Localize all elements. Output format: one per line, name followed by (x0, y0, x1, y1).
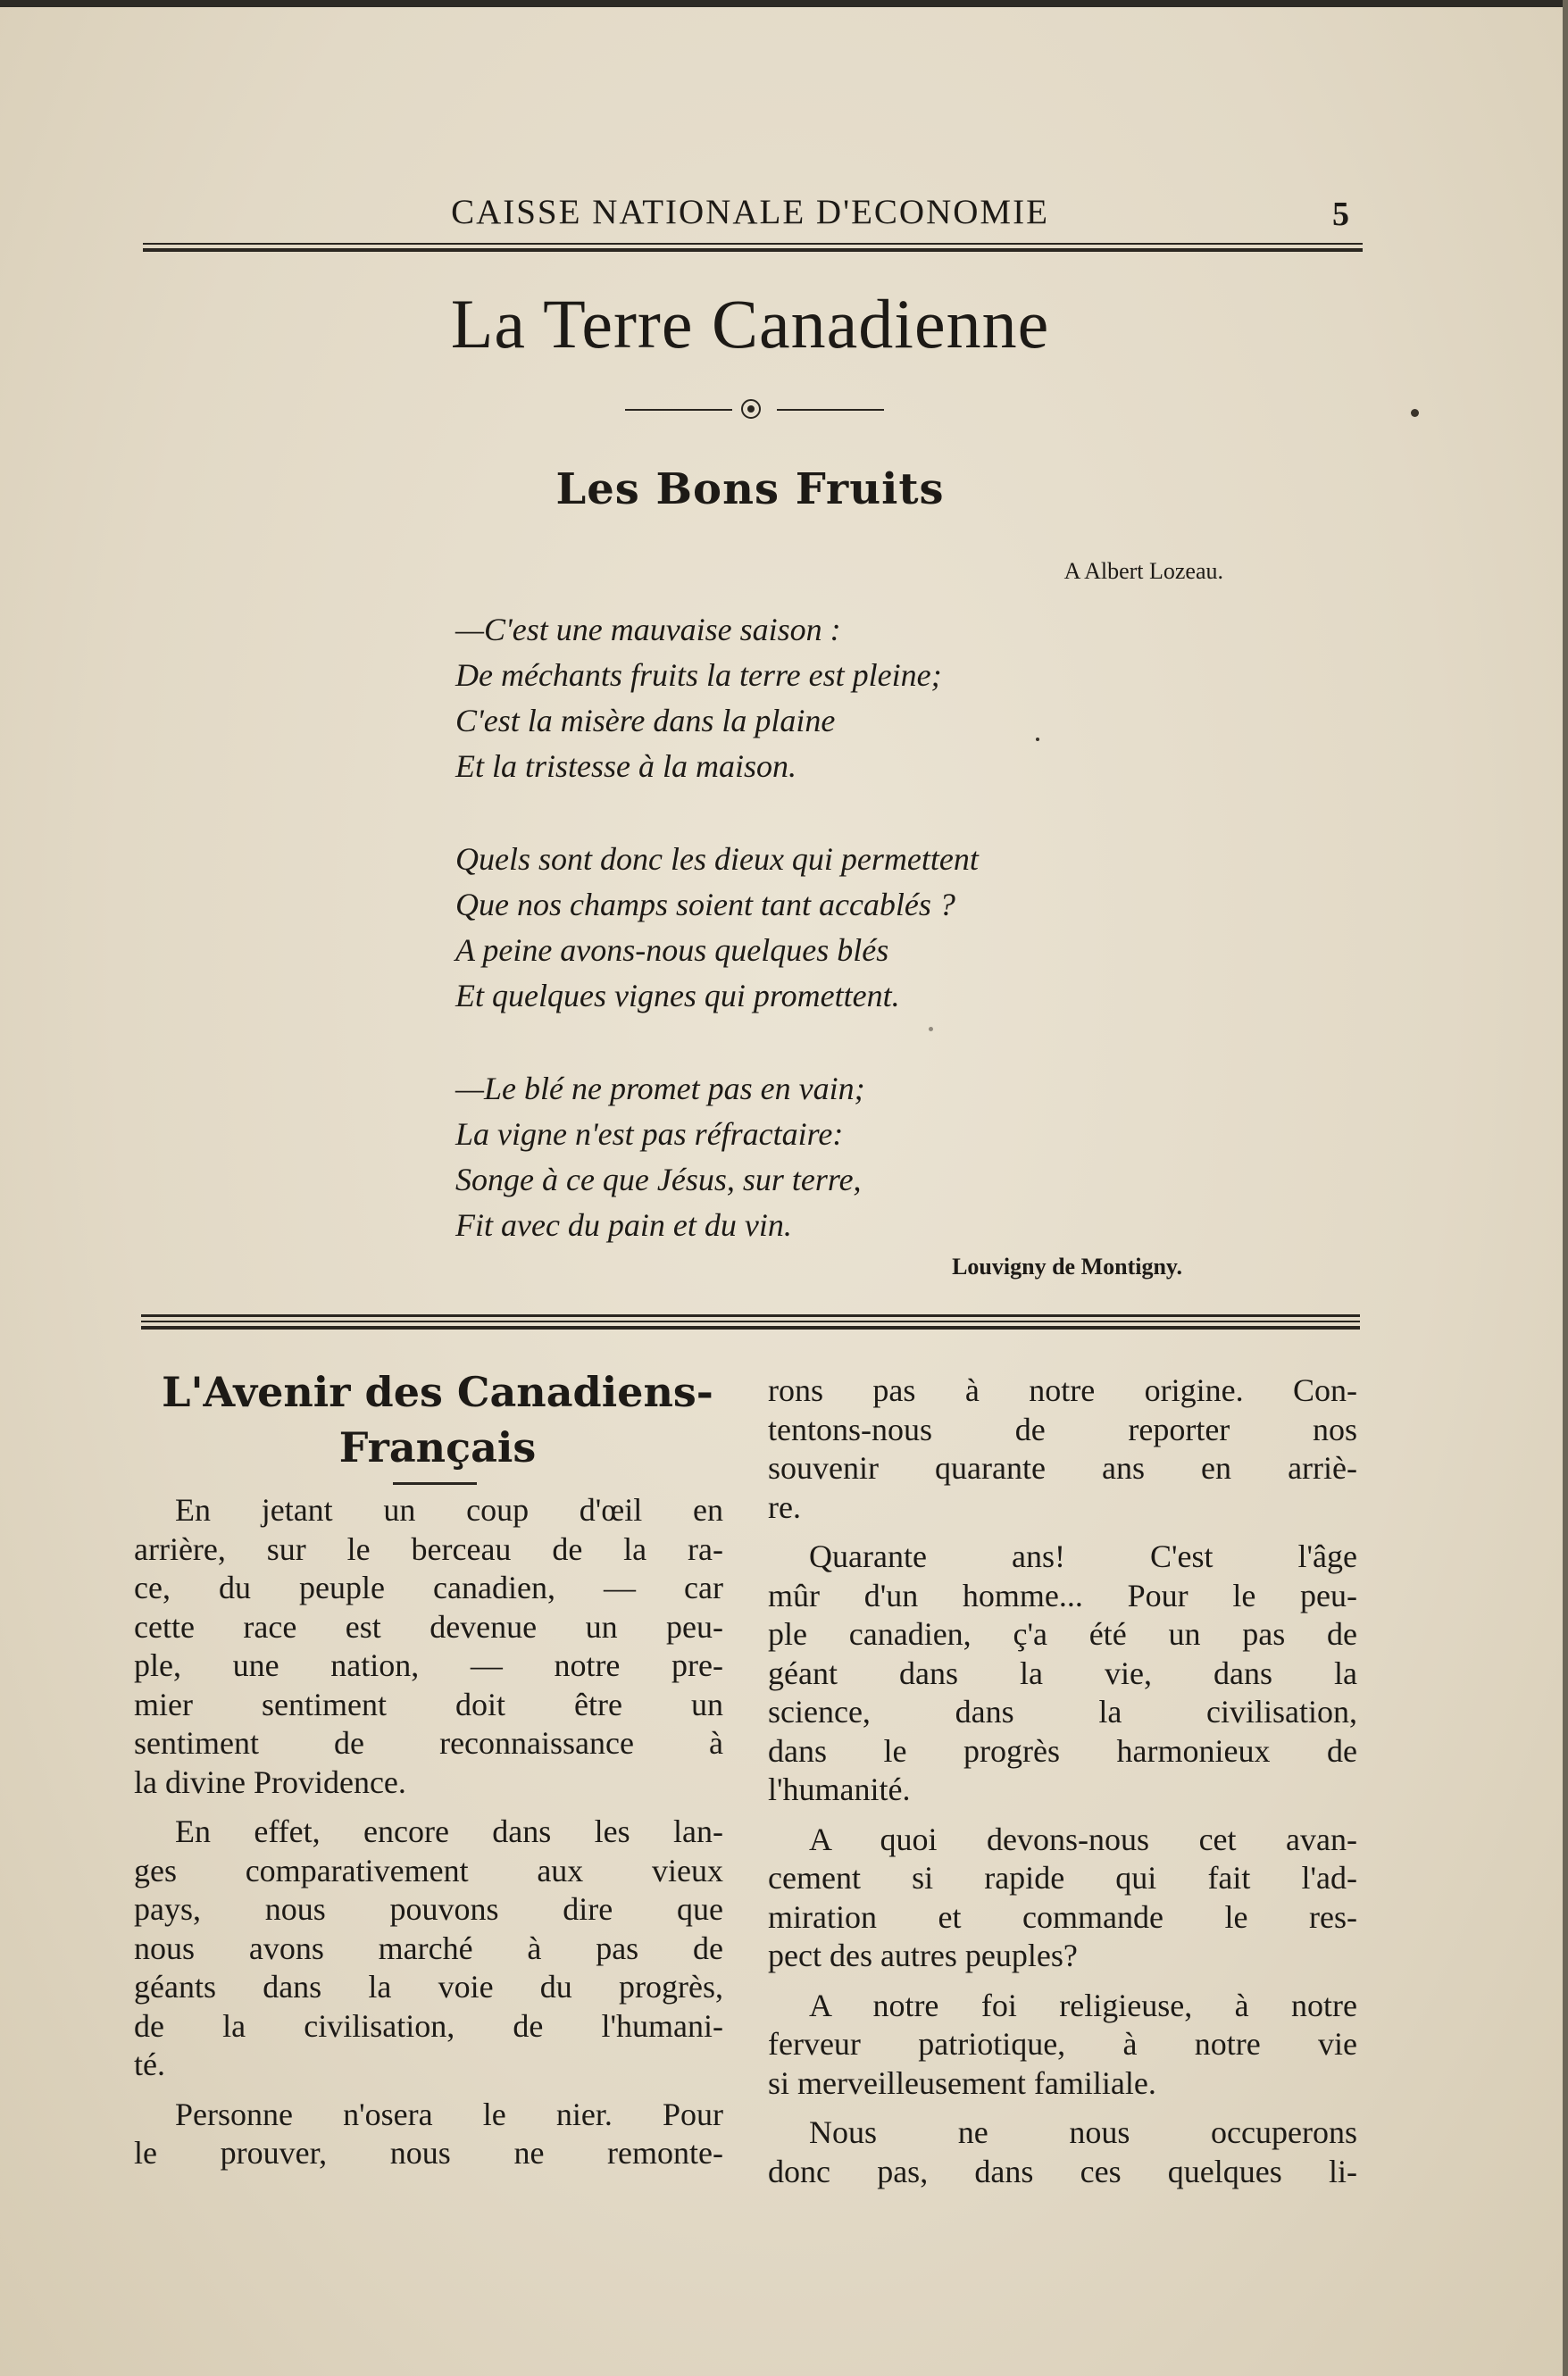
text-line: la divine Providence. (134, 1763, 406, 1800)
article-title-line: Français (338, 1423, 537, 1471)
poem-line: —Le blé ne promet pas en vain; (455, 1071, 865, 1106)
paragraph (768, 1538, 1357, 1810)
text-line: pect des autres peuples? (768, 1938, 1078, 1973)
text-line: ple canadien, ç'a été un pas de (768, 1616, 1357, 1652)
text-line: dans le progrès harmonieux de (768, 1732, 1357, 1769)
poem-line: Quels sont donc les dieux qui permettent (455, 841, 979, 877)
page-top-edge (0, 0, 1568, 7)
poem-dedication: A Albert Lozeau. (1063, 558, 1223, 584)
title-ornament (625, 396, 884, 423)
text-line: si merveilleusement familiale. (768, 2064, 1156, 2101)
text-line: rons pas à notre origine. Con- (768, 1372, 1357, 1408)
paragraph (768, 1821, 1357, 1976)
paragraph (768, 1371, 1357, 1527)
text-line: En effet, encore dans les lan- (175, 1813, 723, 1849)
paragraph (134, 2096, 723, 2173)
text-line: pays, nous pouvons dire que (134, 1891, 723, 1927)
text-line: té. (134, 2047, 165, 2082)
text-line: souvenir quarante ans en arriè- (768, 1450, 1357, 1486)
poem-title: Les Bons Fruits (555, 464, 945, 514)
article-title (161, 1364, 714, 1475)
text-line: de la civilisation, de l'humani- (134, 2007, 723, 2044)
text-line: géant dans la vie, dans la (768, 1655, 1357, 1691)
poem-line: —C'est une mauvaise saison : (455, 612, 841, 647)
poem-line: De méchants fruits la terre est pleine; (455, 657, 942, 693)
text-line: cement si rapide qui fait l'ad- (768, 1860, 1357, 1896)
text-line: le prouver, nous ne remonte- (134, 2135, 723, 2171)
text-line: ferveur patriotique, à notre vie (768, 2026, 1357, 2062)
text-line: donc pas, dans ces quelques li- (768, 2153, 1357, 2189)
poem-line: Que nos champs soient tant accablés ? (455, 887, 955, 922)
text-line: Quarante ans! C'est l'âge (809, 1538, 1357, 1574)
text-line: Personne n'osera le nier. Pour (175, 2096, 723, 2132)
text-line: ce, du peuple canadien, — car (134, 1570, 723, 1605)
header-rule (143, 243, 1363, 252)
text-line: cette race est devenue un peu- (134, 1608, 723, 1645)
poem-line: Songe à ce que Jésus, sur terre, (455, 1162, 862, 1197)
article-title-rule (393, 1482, 477, 1485)
text-line: En jetant un coup d'œil en (175, 1492, 723, 1528)
poem-stanza (455, 1066, 1152, 1248)
text-line: l'humanité. (768, 1772, 911, 1807)
text-line: re. (768, 1488, 801, 1525)
text-line: ple, une nation, — notre pre- (134, 1647, 723, 1683)
section-divider (141, 1313, 1360, 1332)
poem-line: Et la tristesse à la maison. (455, 748, 797, 784)
poem-line: La vigne n'est pas réfractaire: (455, 1116, 844, 1152)
text-line: mier sentiment doit être un (134, 1686, 723, 1722)
paragraph (768, 2113, 1357, 2191)
text-line: ges comparativement aux vieux (134, 1852, 723, 1888)
paper-speck (1036, 738, 1039, 741)
text-line: géants dans la voie du progrès, (134, 1969, 723, 2005)
poem-line: Et quelques vignes qui promettent. (455, 978, 900, 1013)
paragraph (134, 1491, 723, 1802)
poem-line: Fit avec du pain et du vin. (455, 1207, 792, 1243)
article-column-left (134, 1491, 723, 2184)
text-line: nous avons marché à pas de (134, 1930, 723, 1966)
article-title-line: L'Avenir des Canadiens- (162, 1368, 713, 1416)
text-line: A notre foi religieuse, à notre (809, 1987, 1357, 2023)
paper-speck (1411, 409, 1419, 417)
paragraph (768, 1987, 1357, 2104)
text-line: Nous ne nous occuperons (809, 2114, 1357, 2150)
page-number: 5 (1332, 196, 1349, 233)
running-head: CAISSE NATIONALE D'ECONOMIE (451, 193, 1049, 231)
page-title: La Terre Canadienne (450, 285, 1050, 363)
poem-stanza (455, 837, 1152, 1019)
text-line: tentons-nous de reporter nos (768, 1411, 1357, 1447)
paragraph (134, 1813, 723, 2085)
poem-line: A peine avons-nous quelques blés (455, 932, 889, 968)
text-line: arrière, sur le berceau de la ra- (134, 1530, 723, 1567)
text-line: science, dans la civilisation, (768, 1694, 1357, 1730)
text-line: A quoi devons-nous cet avan- (809, 1821, 1357, 1857)
page-right-edge (1563, 0, 1568, 2376)
text-line: sentiment de reconnaissance à (134, 1725, 723, 1761)
poem-signature: Louvigny de Montigny. (952, 1254, 1182, 1280)
poem-stanza (455, 607, 1152, 789)
text-line: miration et commande le res- (768, 1898, 1357, 1935)
article-column-right (768, 1371, 1357, 2202)
paper-speck (929, 1027, 933, 1031)
poem-body (455, 607, 1152, 1296)
poem-line: C'est la misère dans la plaine (455, 703, 836, 738)
text-line: mûr d'un homme... Pour le peu- (768, 1577, 1357, 1613)
